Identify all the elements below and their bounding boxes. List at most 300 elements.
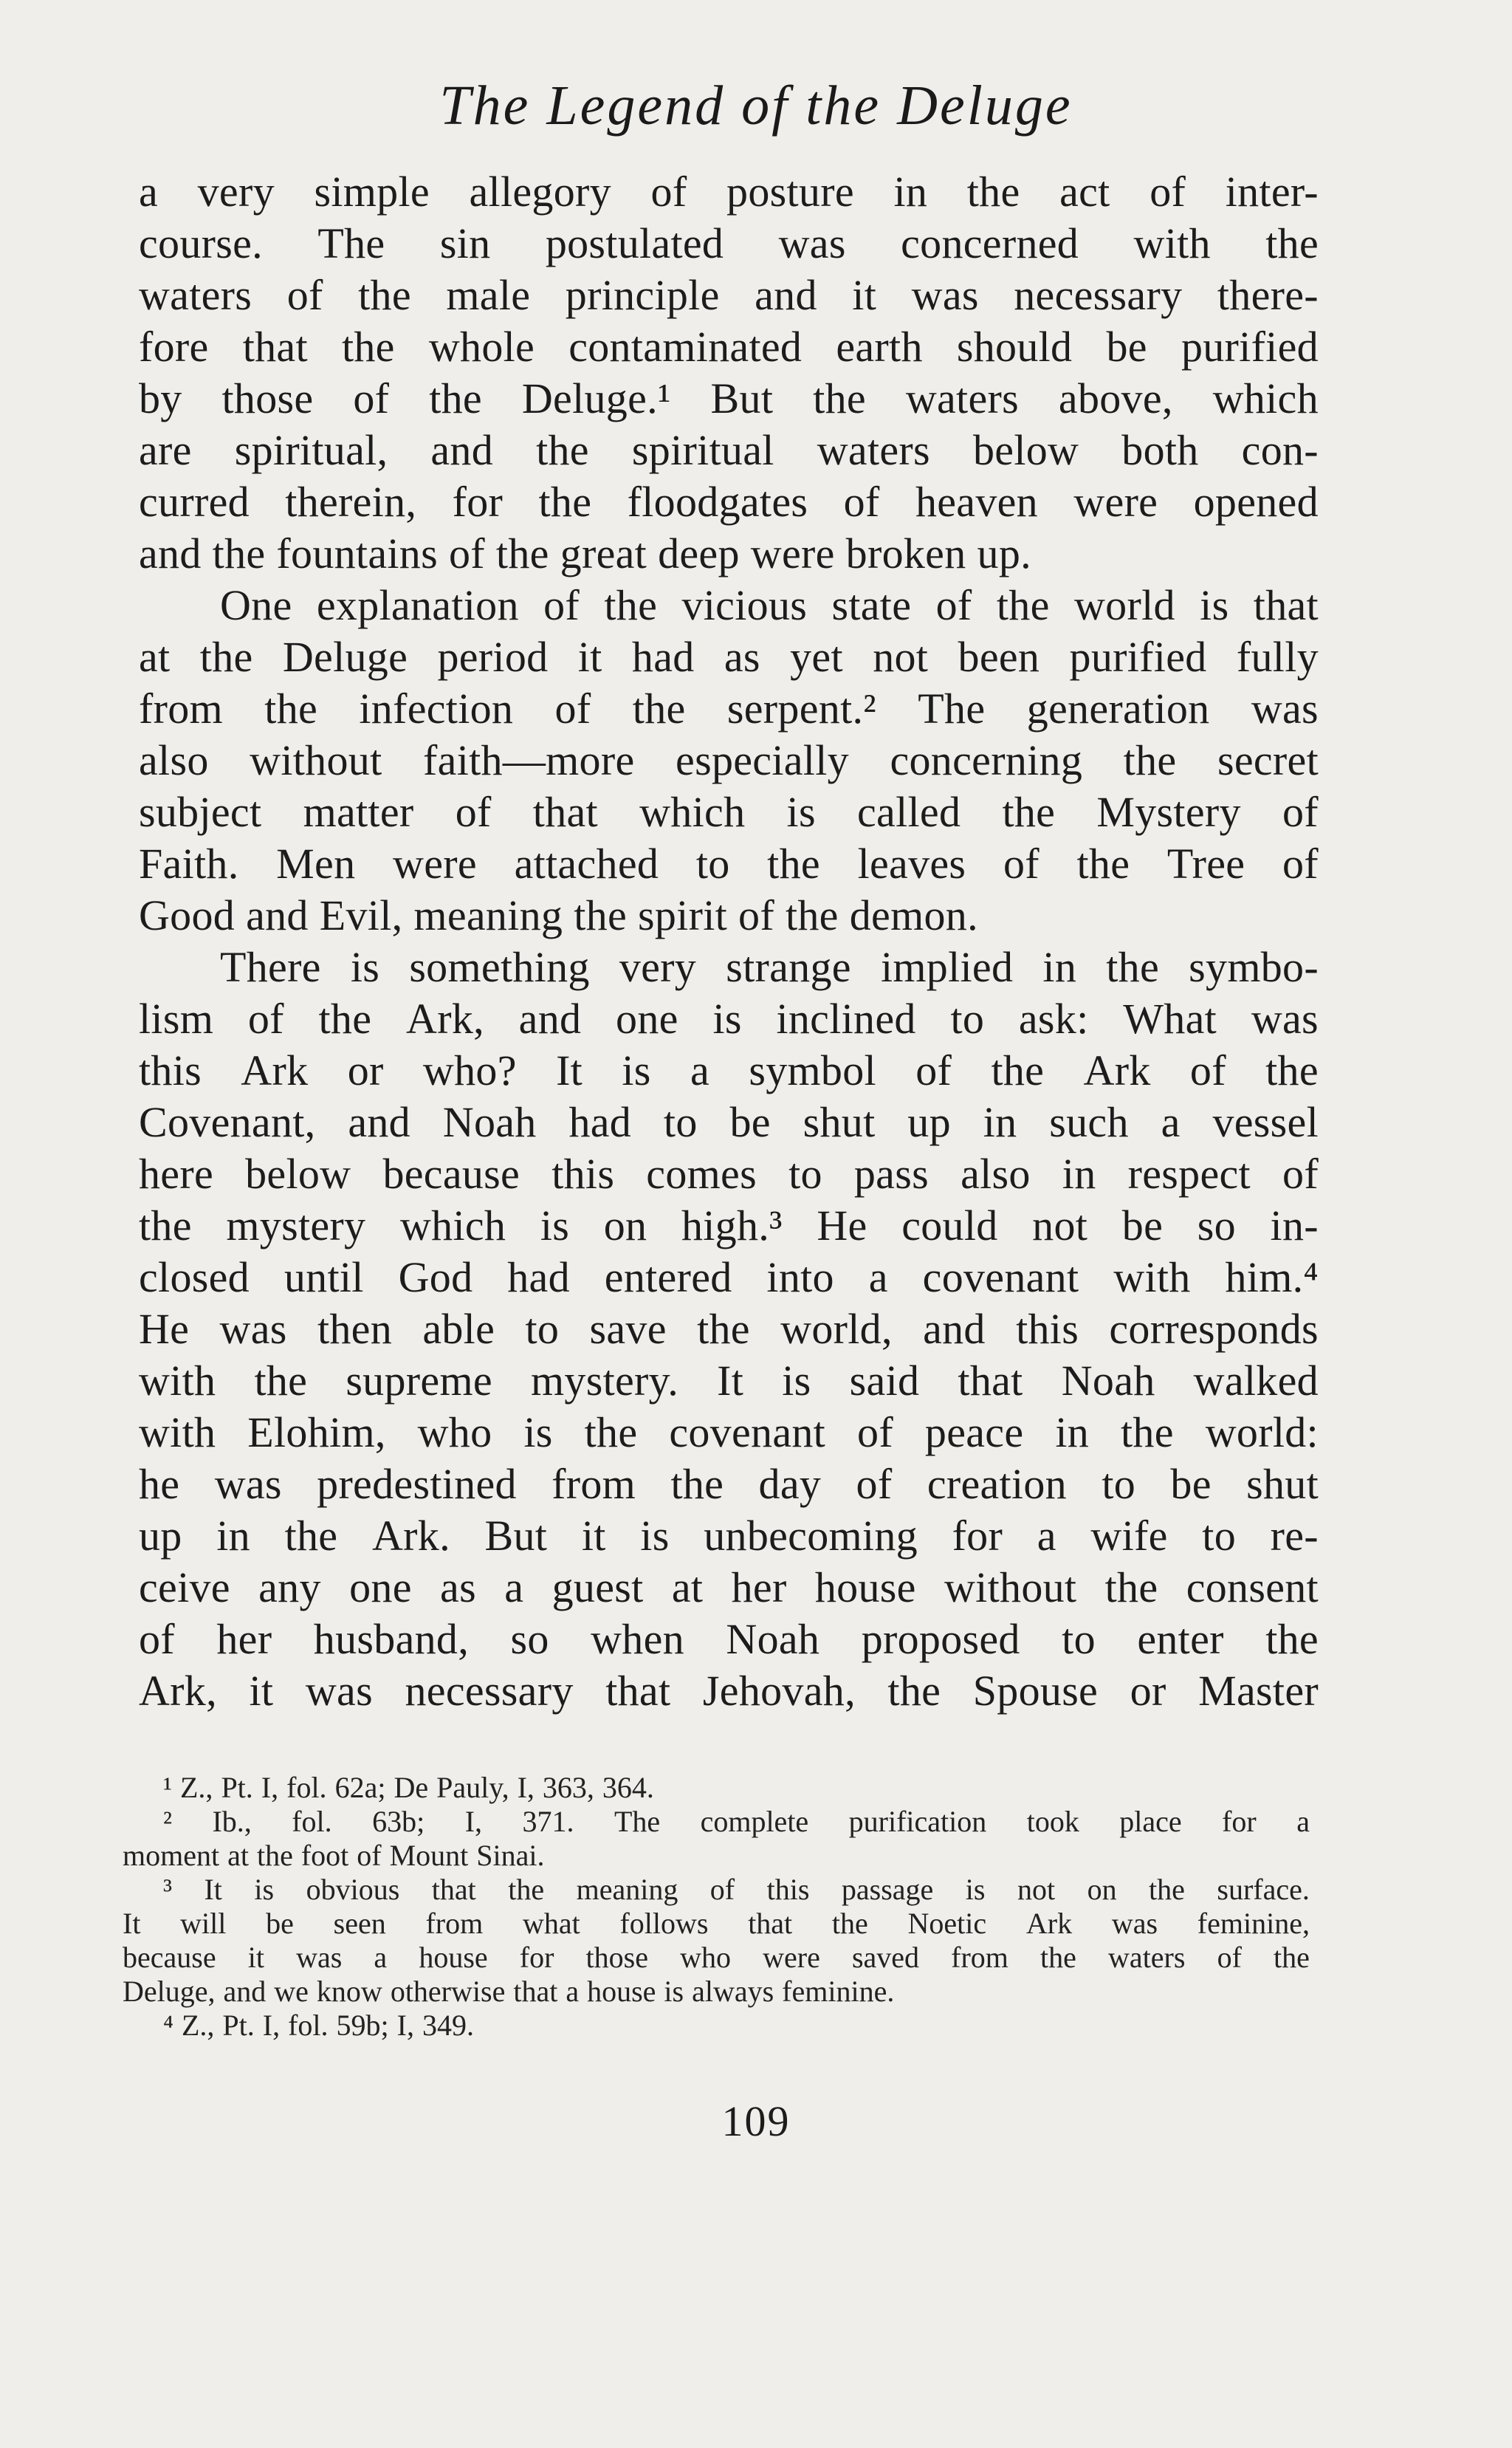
word: high.³ bbox=[681, 1201, 783, 1249]
text-line bbox=[139, 476, 1319, 528]
word: place bbox=[1119, 1805, 1182, 1838]
word: were bbox=[750, 529, 835, 577]
word: could bbox=[901, 1201, 998, 1249]
word: in- bbox=[1270, 1201, 1319, 1249]
word: also bbox=[961, 1150, 1031, 1198]
word: that bbox=[958, 1357, 1023, 1405]
word: of bbox=[856, 1460, 893, 1508]
word: or bbox=[1130, 1667, 1166, 1715]
word: demon. bbox=[849, 891, 978, 939]
word: purified bbox=[1069, 633, 1207, 681]
word: the bbox=[318, 995, 372, 1043]
page-number: 109 bbox=[721, 2097, 791, 2145]
word: able bbox=[422, 1305, 495, 1353]
word: fol. bbox=[292, 1805, 332, 1838]
text-line bbox=[139, 1665, 1319, 1717]
word: in bbox=[216, 1512, 250, 1560]
word: to bbox=[663, 1098, 698, 1146]
word: feminine, bbox=[1197, 1907, 1310, 1940]
word: the bbox=[887, 1667, 941, 1715]
word: from bbox=[951, 1941, 1008, 1974]
word: this bbox=[551, 1150, 615, 1198]
word: had bbox=[631, 633, 695, 681]
word: Z., bbox=[180, 1771, 213, 1804]
word: Tree bbox=[1166, 840, 1245, 888]
word: He bbox=[817, 1201, 867, 1249]
word: wife bbox=[1090, 1512, 1168, 1560]
word: and bbox=[246, 891, 309, 939]
word: her bbox=[731, 1563, 787, 1611]
word: is bbox=[350, 943, 380, 991]
word: simple bbox=[314, 168, 430, 216]
word: Noetic bbox=[907, 1907, 987, 1940]
word: inclined bbox=[776, 995, 916, 1043]
word: surface. bbox=[1217, 1873, 1310, 1906]
word: ceive bbox=[139, 1563, 230, 1611]
word: obvious bbox=[306, 1873, 400, 1906]
word: had bbox=[507, 1253, 570, 1301]
word: a bbox=[504, 1563, 524, 1611]
word: symbo- bbox=[1189, 943, 1319, 991]
word: Faith. bbox=[139, 840, 239, 888]
word: enter bbox=[1137, 1615, 1224, 1663]
word: spirit bbox=[638, 891, 728, 939]
word: with bbox=[1133, 219, 1211, 267]
word: corresponds bbox=[1109, 1305, 1319, 1353]
word: pass bbox=[853, 1150, 929, 1198]
word: be bbox=[729, 1098, 771, 1146]
footnote-4 bbox=[123, 2009, 1310, 2043]
word: is bbox=[664, 1975, 684, 2008]
word: was bbox=[305, 1667, 373, 1715]
word: what bbox=[522, 1907, 580, 1940]
word: of bbox=[455, 788, 492, 836]
word: Spouse bbox=[972, 1667, 1099, 1715]
word: a bbox=[1296, 1805, 1310, 1838]
word: in bbox=[893, 168, 928, 216]
word: Z., bbox=[181, 2009, 215, 2042]
text-line bbox=[139, 786, 1319, 838]
word: to bbox=[950, 995, 985, 1043]
text-line bbox=[139, 993, 1319, 1045]
word: on bbox=[1087, 1873, 1117, 1906]
word: the bbox=[508, 1873, 545, 1906]
word: who bbox=[680, 1941, 731, 1974]
word: meaning bbox=[413, 891, 563, 939]
word: follows bbox=[619, 1907, 709, 1940]
word: is bbox=[523, 1408, 553, 1456]
word: otherwise bbox=[390, 1975, 506, 2008]
word: with bbox=[1113, 1253, 1191, 1301]
word: One bbox=[220, 581, 292, 629]
word: be bbox=[1121, 1201, 1164, 1249]
word: Jehovah, bbox=[702, 1667, 856, 1715]
word: vicious bbox=[681, 581, 808, 629]
word: of bbox=[650, 168, 687, 216]
word: into bbox=[766, 1253, 834, 1301]
word: the bbox=[264, 685, 318, 733]
word: earth bbox=[836, 323, 923, 371]
word: opened bbox=[1193, 478, 1319, 526]
word: principle bbox=[565, 271, 720, 319]
footnote-1 bbox=[123, 1771, 1310, 1805]
word: period bbox=[437, 633, 549, 681]
word: of bbox=[357, 1839, 382, 1872]
word: yet bbox=[790, 633, 843, 681]
word: the bbox=[536, 426, 589, 474]
word: those bbox=[221, 374, 314, 422]
word: the bbox=[254, 1357, 308, 1405]
word: waters bbox=[817, 426, 930, 474]
word: the bbox=[1123, 736, 1177, 784]
word: ⁴ bbox=[163, 2009, 173, 2042]
word: him.⁴ bbox=[1225, 1253, 1319, 1301]
word: who? bbox=[422, 1046, 517, 1094]
text-line bbox=[139, 1407, 1319, 1458]
word: so bbox=[1197, 1201, 1236, 1249]
word: in bbox=[1062, 1150, 1096, 1198]
word: I, bbox=[262, 2009, 281, 2042]
footnote-3 bbox=[123, 1873, 1310, 1907]
word: world: bbox=[1205, 1408, 1319, 1456]
word: at bbox=[227, 1839, 249, 1872]
word: was bbox=[778, 219, 846, 267]
text-line bbox=[139, 1510, 1319, 1562]
word: The bbox=[317, 219, 385, 267]
word: consent bbox=[1186, 1563, 1319, 1611]
word: male bbox=[446, 271, 531, 319]
word: of bbox=[1003, 840, 1040, 888]
word: the bbox=[991, 1046, 1045, 1094]
word: of bbox=[935, 581, 972, 629]
word: because bbox=[382, 1150, 520, 1198]
word: is bbox=[640, 1512, 670, 1560]
word: not bbox=[873, 633, 929, 681]
word: who bbox=[417, 1408, 492, 1456]
word: broken bbox=[845, 529, 966, 577]
word: 62a; bbox=[334, 1771, 386, 1804]
word: was bbox=[1111, 1907, 1158, 1940]
word: in bbox=[1042, 943, 1077, 991]
text-line bbox=[139, 735, 1319, 786]
text-line bbox=[139, 166, 1319, 218]
word: I, bbox=[396, 2009, 414, 2042]
word: were bbox=[393, 840, 477, 888]
word: was bbox=[296, 1941, 343, 1974]
word: or bbox=[347, 1046, 384, 1094]
word: be bbox=[266, 1907, 294, 1940]
word: It bbox=[717, 1357, 744, 1405]
word: deep bbox=[658, 529, 740, 577]
word: of bbox=[543, 581, 580, 629]
word: the bbox=[341, 323, 395, 371]
word: of bbox=[1217, 1941, 1242, 1974]
word: that bbox=[532, 788, 598, 836]
word: purified bbox=[1181, 323, 1319, 371]
word: feminine. bbox=[782, 1975, 895, 2008]
word: the bbox=[1040, 1941, 1076, 1974]
word: then bbox=[317, 1305, 393, 1353]
word: that bbox=[431, 1873, 476, 1906]
word: supreme bbox=[346, 1357, 492, 1405]
word: I, bbox=[261, 1771, 279, 1804]
word: the bbox=[212, 529, 266, 577]
word: to bbox=[788, 1150, 822, 1198]
text-line bbox=[139, 683, 1319, 735]
word: were bbox=[763, 1941, 820, 1974]
word: world, bbox=[780, 1305, 893, 1353]
word: Noah bbox=[442, 1098, 537, 1146]
word: Good bbox=[139, 891, 236, 939]
word: fore bbox=[139, 323, 209, 371]
word: the bbox=[584, 1408, 638, 1456]
word: concerning bbox=[890, 736, 1083, 784]
word: of bbox=[1282, 1150, 1319, 1198]
word: not bbox=[1017, 1873, 1056, 1906]
word: creation bbox=[927, 1460, 1067, 1508]
word: a bbox=[374, 1941, 388, 1974]
word: as bbox=[724, 633, 760, 681]
word: seen bbox=[333, 1907, 386, 1940]
word: the bbox=[996, 581, 1050, 629]
word: of bbox=[1189, 1046, 1226, 1094]
word: such bbox=[1049, 1098, 1129, 1146]
word: It bbox=[556, 1046, 583, 1094]
word: been bbox=[958, 633, 1040, 681]
word: guest bbox=[551, 1563, 644, 1611]
word: be bbox=[1106, 323, 1147, 371]
word: Ark, bbox=[139, 1667, 217, 1715]
word: always bbox=[692, 1975, 774, 2008]
word: predestined bbox=[317, 1460, 517, 1508]
word: great bbox=[560, 529, 647, 577]
word: will bbox=[180, 1907, 227, 1940]
word: the bbox=[697, 1305, 750, 1353]
word: the bbox=[966, 168, 1020, 216]
word: 63b; bbox=[372, 1805, 425, 1838]
word: inter- bbox=[1225, 168, 1319, 216]
word: with bbox=[139, 1357, 216, 1405]
word: secret bbox=[1217, 736, 1319, 784]
word: Men bbox=[276, 840, 356, 888]
text-line bbox=[139, 1045, 1319, 1097]
footnote-3-continued bbox=[123, 1907, 1310, 1941]
word: said bbox=[849, 1357, 920, 1405]
word: especially bbox=[676, 736, 849, 784]
word: fol. bbox=[286, 1771, 327, 1804]
word: and bbox=[139, 529, 202, 577]
word: as bbox=[440, 1563, 476, 1611]
word: and bbox=[223, 1975, 267, 2008]
word: because bbox=[123, 1941, 216, 1974]
word: the bbox=[139, 1201, 192, 1249]
word: something bbox=[409, 943, 590, 991]
word: the bbox=[574, 891, 628, 939]
word: and bbox=[923, 1305, 986, 1353]
word: covenant bbox=[922, 1253, 1079, 1301]
word: and bbox=[518, 995, 582, 1043]
word: the bbox=[429, 374, 482, 422]
word: up bbox=[907, 1098, 951, 1146]
word: concerned bbox=[901, 219, 1079, 267]
word: closed bbox=[139, 1253, 250, 1301]
word: But bbox=[484, 1512, 548, 1560]
word: walked bbox=[1193, 1357, 1319, 1405]
word: above, bbox=[1058, 374, 1173, 422]
word: He bbox=[139, 1305, 190, 1353]
word: Noah bbox=[726, 1615, 820, 1663]
text-line bbox=[139, 1252, 1319, 1303]
word: comes bbox=[646, 1150, 757, 1198]
word: here bbox=[139, 1150, 214, 1198]
word: there- bbox=[1217, 271, 1319, 319]
word: It bbox=[123, 1907, 141, 1940]
word: a bbox=[566, 1975, 580, 2008]
word: postulated bbox=[545, 219, 724, 267]
text-line bbox=[139, 528, 1319, 580]
word: necessary bbox=[405, 1667, 574, 1715]
word: Sinai. bbox=[476, 1839, 545, 1872]
word: of bbox=[448, 529, 485, 577]
body-text bbox=[139, 166, 1319, 1717]
word: of bbox=[286, 271, 323, 319]
word: the bbox=[256, 1839, 293, 1872]
word: Ark. bbox=[371, 1512, 450, 1560]
word: that bbox=[605, 1667, 671, 1715]
word: Deluge bbox=[282, 633, 408, 681]
word: on bbox=[603, 1201, 647, 1249]
word: of bbox=[353, 374, 390, 422]
word: is bbox=[965, 1873, 986, 1906]
text-line bbox=[139, 580, 1319, 631]
word: the bbox=[1149, 1873, 1185, 1906]
word: serpent.² bbox=[726, 685, 876, 733]
word: her bbox=[216, 1615, 272, 1663]
word: leaves bbox=[857, 840, 966, 888]
word: up bbox=[139, 1512, 182, 1560]
word: and bbox=[430, 426, 494, 474]
word: subject bbox=[139, 788, 262, 836]
word: which bbox=[639, 788, 746, 836]
word: the bbox=[1274, 1941, 1310, 1974]
word: ² bbox=[163, 1805, 172, 1838]
word: Ark bbox=[1083, 1046, 1151, 1094]
word: by bbox=[139, 374, 182, 422]
text-line bbox=[139, 1458, 1319, 1510]
word: up. bbox=[977, 529, 1031, 577]
word: the bbox=[1265, 219, 1319, 267]
word: the bbox=[1265, 1615, 1319, 1663]
word: mystery bbox=[226, 1201, 366, 1249]
word: Noah bbox=[1061, 1357, 1155, 1405]
word: the bbox=[670, 1460, 724, 1508]
word: symbol bbox=[749, 1046, 876, 1094]
word: attached bbox=[514, 840, 659, 888]
word: infection bbox=[359, 685, 514, 733]
footnote-2 bbox=[123, 1805, 1310, 1839]
word: peace bbox=[924, 1408, 1024, 1456]
word: those bbox=[585, 1941, 648, 1974]
word: is bbox=[712, 995, 742, 1043]
word: 363, bbox=[542, 1771, 594, 1804]
footnote-3-continued bbox=[123, 1975, 1310, 2009]
word: Master bbox=[1198, 1667, 1319, 1715]
word: so bbox=[510, 1615, 549, 1663]
word: re- bbox=[1270, 1512, 1319, 1560]
word: entered bbox=[604, 1253, 732, 1301]
word: the bbox=[1104, 1563, 1158, 1611]
word: Ib., bbox=[212, 1805, 252, 1838]
word: was bbox=[1251, 685, 1319, 733]
word: world bbox=[1073, 581, 1175, 629]
word: 349. bbox=[422, 2009, 474, 2042]
word: matter bbox=[303, 788, 414, 836]
word: But bbox=[710, 374, 774, 422]
word: of bbox=[1282, 840, 1319, 888]
word: are bbox=[139, 426, 192, 474]
word: that bbox=[513, 1975, 558, 2008]
word: The bbox=[918, 685, 986, 733]
word: Pauly, bbox=[436, 1771, 509, 1804]
word: when bbox=[591, 1615, 684, 1663]
word: of bbox=[247, 995, 284, 1043]
word: Pt. bbox=[221, 1771, 253, 1804]
word: he bbox=[139, 1460, 180, 1508]
word: sin bbox=[439, 219, 491, 267]
word: contaminated bbox=[568, 323, 803, 371]
word: not bbox=[1032, 1201, 1088, 1249]
word: state bbox=[831, 581, 912, 629]
word: a bbox=[139, 168, 159, 216]
word: fully bbox=[1236, 633, 1319, 681]
word: I, bbox=[517, 1771, 535, 1804]
word: the bbox=[358, 271, 411, 319]
word: faith—more bbox=[423, 736, 635, 784]
text-line bbox=[139, 1355, 1319, 1407]
word: from bbox=[139, 685, 223, 733]
word: save bbox=[589, 1305, 667, 1353]
word: of bbox=[1282, 788, 1319, 836]
word: from bbox=[425, 1907, 484, 1940]
word: until bbox=[284, 1253, 364, 1301]
word: a bbox=[1037, 1512, 1056, 1560]
word: unbecoming bbox=[704, 1512, 918, 1560]
word: Pt. bbox=[222, 2009, 255, 2042]
word: the bbox=[813, 374, 866, 422]
word: this bbox=[766, 1873, 810, 1906]
word: for bbox=[452, 478, 504, 526]
word: strange bbox=[726, 943, 851, 991]
text-line bbox=[139, 631, 1319, 683]
text-line bbox=[139, 1148, 1319, 1200]
word: It bbox=[204, 1873, 222, 1906]
word: this bbox=[139, 1046, 202, 1094]
word: purification bbox=[848, 1805, 987, 1838]
word: con- bbox=[1241, 426, 1319, 474]
word: moment bbox=[123, 1839, 220, 1872]
word: a bbox=[1161, 1098, 1181, 1146]
word: for bbox=[952, 1512, 1003, 1560]
word: that bbox=[748, 1907, 793, 1940]
word: shut bbox=[803, 1098, 876, 1146]
word: the bbox=[1076, 840, 1130, 888]
word: and bbox=[348, 1098, 410, 1146]
word: which bbox=[1212, 374, 1319, 422]
word: is bbox=[786, 788, 816, 836]
word: 371. bbox=[522, 1805, 574, 1838]
word: explanation bbox=[316, 581, 519, 629]
word: ¹ bbox=[163, 1771, 172, 1804]
